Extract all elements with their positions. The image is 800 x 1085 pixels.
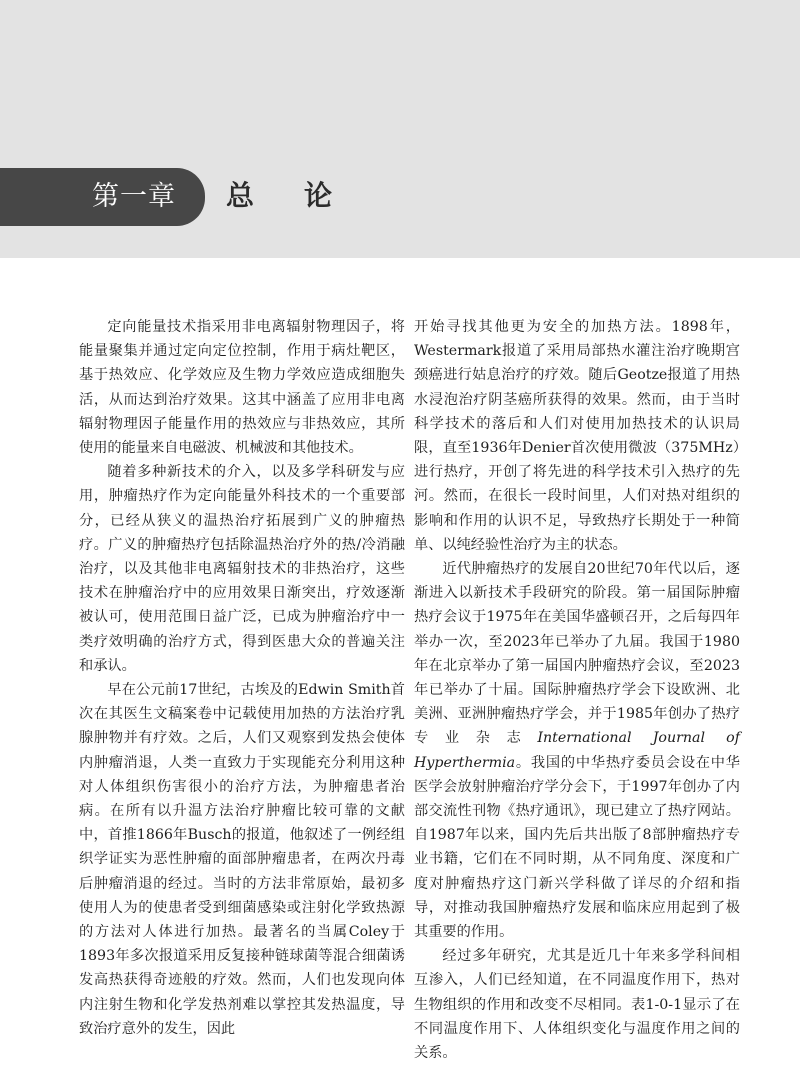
chapter-title: 总论 [226,179,383,212]
paragraph: 早在公元前17世纪，古埃及的Edwin Smith首次在其医生文稿案卷中记载使用加热的方法治疗乳腺肿物并有疗效。之后，人们又观察到发热会使体内肿瘤消退，人类一直致力于实现能充分利用这种对人体组织伤害很小的治疗方法，为肿瘤患者治病。在所有以升温方法治疗肿瘤比较可靠的文献中，首推1866年Busch的报道，他叙述了一例经组织学证实为恶性肿瘤的面部肿瘤患者，在两次丹毒后肿瘤消退的经过。当时的方法非常原始，最初多使用人为的使患者受到细菌感染或注射化学致热源的方法对人体进行加热。最著名的当属Coley于1893年多次报道采用反复接种链球菌等混合细菌诱发高热获得奇迹般的疗效。然而，人们也发现向体内注射生物和化学发热剂难以掌控其发热温度，导致治疗意外的发生，因此 [79,682,405,1037]
paragraph [414,557,740,944]
paragraph-continued: 开始寻找其他更为安全的加热方法。1898年，Westermark报道了采用局部热水灌注治疗晚期宫颈癌进行姑息治疗的疗效。随后Geotze报道了用热水浸泡治疗阴茎癌所获得的效果。然而，由于当时科学技术的落后和人们对使用加热技术的认识局限，直至1936年Denier首次使用微波（375MHz）进行热疗，开创了将先进的科学技术引入热疗的先河。然而，在很长一段时间里，人们对热对组织的影响和作用的认识不足，导致热疗长期处于一种简单、以纯经验性治疗为主的状态。 [414,319,740,553]
journal-title: International Journal of Hyperthermia [414,730,740,771]
paragraph-text: 近代肿瘤热疗的发展自20世纪70年代以后，逐渐进入以新技术手段研究的阶段。第一届国际肿瘤热疗会议于1975年在美国华盛顿召开，之后每四年举办一次，至2023年已举办了九届。我国于1980年在北京举办了第一届国内肿瘤热疗会议，至2023年已举办了十届。国际肿瘤热疗学会下设欧洲、北美洲、亚洲肿瘤热疗学会，并于1985年创办了热疗专业杂志 [414,561,740,747]
paragraph: 经过多年研究，尤其是近几十年来多学科间相互渗入，人们已经知道，在不同温度作用下，热对生物组织的作用和改变不尽相同。表1-0-1显示了在不同温度作用下、人体组织变化与温度作用之间的关系。 [414,948,740,1062]
right-text-column [414,315,740,1065]
paragraph: 定向能量技术指采用非电离辐射物理因子，将能量聚集并通过定向定位控制，作用于病灶靶区，基于热效应、化学效应及生物力学效应造成细胞失活，从而达到治疗效果。这其中涵盖了应用非电离辐射物理因子能量作用的热效应与非热效应，其所使用的能量来自电磁波、机械波和其他技术。 [79,319,405,457]
paragraph-text: 。我国的中华热疗委员会设在中华医学会放射肿瘤治疗学分会下，于1997年创办了内部交流性刊物《热疗通讯》，现已建立了热疗网站。自1987年以来，国内先后共出版了8部肿瘤热疗专业书籍，它们在不同时期，从不同角度、深度和广度对肿瘤热疗这门新兴学科做了详尽的介绍和指导，对推动我国肿瘤热疗发展和临床应用起到了极其重要的作用。 [414,754,740,941]
chapter-label: 第一章 [92,181,176,212]
paragraph: 随着多种新技术的介入，以及多学科研发与应用，肿瘤热疗作为定向能量外科技术的一个重要部分，已经从狭义的温热治疗拓展到广义的肿瘤热疗。广义的肿瘤热疗包括除温热治疗外的热/冷消融治疗，以及其他非电离辐射技术的非热治疗，这些技术在肿瘤治疗中的应用效果日渐突出，疗效逐渐被认可，使用范围日益广泛，已成为肿瘤治疗中一类疗效明确的治疗方式，得到医患大众的普遍关注和承认。 [79,464,405,674]
left-text-column [79,315,405,1041]
